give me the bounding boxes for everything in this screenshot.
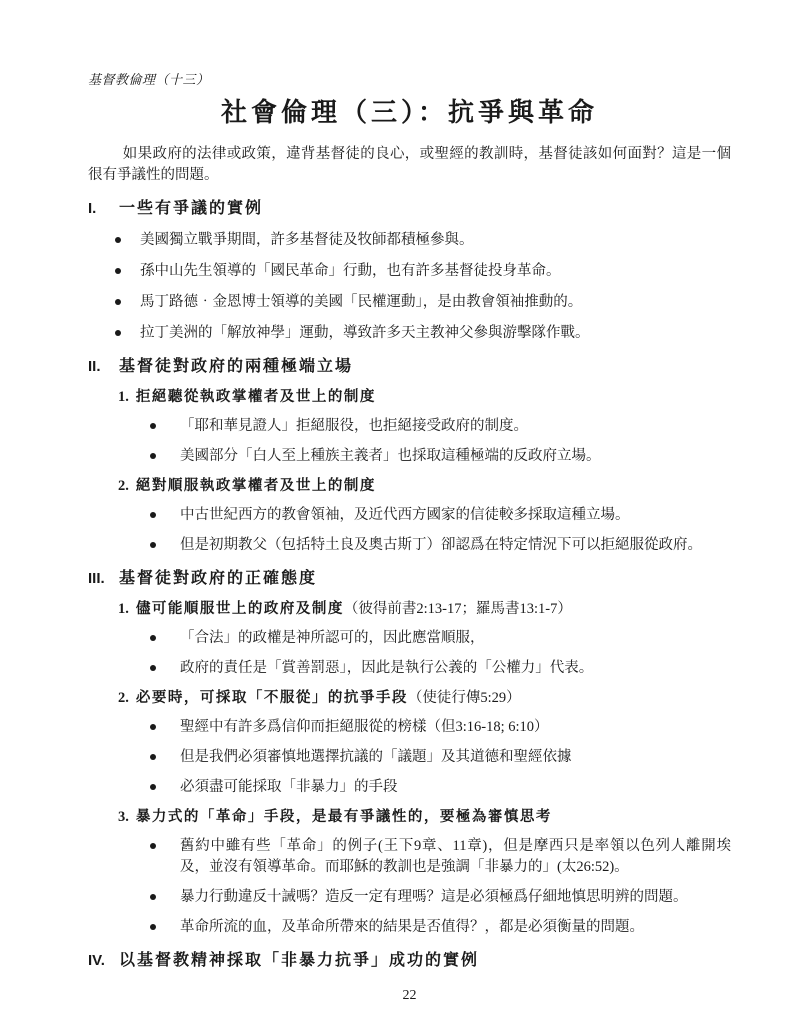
- bullet-icon: [115, 237, 121, 243]
- section-3: [88, 568, 731, 938]
- section-numeral: IV.: [88, 952, 105, 969]
- item-number: 1.: [118, 601, 129, 617]
- section-numeral: I.: [88, 200, 97, 217]
- bullet-icon: [115, 268, 121, 274]
- bullet-item: [88, 323, 731, 344]
- intro-paragraph: 如果政府的法律或政策，違背基督徒的良心，或聖經的教訓時，基督徒該如何面對？這是一個很有爭議性的問題。: [88, 146, 731, 183]
- section-heading: [88, 568, 731, 590]
- page-title: 社會倫理（三）：抗爭與革命: [220, 98, 598, 127]
- item-heading-text: 絕對順服執政掌權者及世上的制度: [135, 478, 376, 494]
- bullet-text: 革命所流的血，及革命所帶來的結果是否值得？，都是必須衡量的問題。: [180, 919, 644, 935]
- section-heading: [88, 198, 731, 220]
- section-heading-text: 基督徒對政府的兩種極端立場: [119, 358, 354, 375]
- bullet-item: [88, 917, 731, 938]
- bullet-icon: [150, 423, 156, 429]
- section-heading: [88, 356, 731, 378]
- bullet-item: [88, 836, 731, 878]
- bullet-text: 美國部分「白人至上種族主義者」也採取這種極端的反政府立場。: [180, 448, 601, 464]
- section-heading-text: 基督徒對政府的正確態度: [119, 570, 318, 587]
- item-heading-text: 儘可能順服世上的政府及制度: [135, 601, 344, 617]
- bullet-text: 聖經中有許多爲信仰而拒絕服從的榜樣（但3:16-18; 6:10）: [180, 719, 549, 735]
- bullet-item: [88, 505, 731, 526]
- numbered-item-heading: [118, 599, 731, 619]
- bullet-item: [88, 628, 731, 649]
- bullet-icon: [150, 784, 156, 790]
- doc-header: 基督教倫理（十三）: [88, 72, 210, 87]
- bullet-text: 「耶和華見證人」拒絕服役，也拒絕接受政府的制度。: [180, 418, 528, 434]
- item-heading-text: 暴力式的「革命」手段，是最有爭議性的，要極為審慎思考: [135, 809, 552, 825]
- item-heading-text: 必要時，可採取「不服從」的抗爭手段: [135, 690, 408, 706]
- bullet-list: [88, 416, 731, 467]
- bullet-item: [88, 292, 731, 313]
- item-heading-note: （使徒行傳5:29）: [407, 690, 521, 706]
- bullet-text: 舊約中雖有些「革命」的例子(王下9章、11章)，但是摩西只是率領以色列人離開埃及，並沒有領導革命。而耶穌的教訓也是強調「非暴力的」(太26:52)。: [180, 838, 731, 875]
- bullet-icon: [150, 635, 156, 641]
- bullet-text: 但是我們必須審慎地選擇抗議的「議題」及其道德和聖經依據: [180, 749, 572, 765]
- bullet-icon: [150, 924, 156, 930]
- section-numeral: III.: [88, 570, 105, 587]
- section-1: [88, 198, 731, 344]
- item-heading-text: 拒絕聽從執政掌權者及世上的制度: [135, 389, 376, 405]
- bullet-icon: [115, 330, 121, 336]
- section-4: [88, 950, 731, 972]
- bullet-text: 馬丁路德‧金恩博士領導的美國「民權運動」，是由教會領袖推動的。: [140, 294, 583, 310]
- bullet-item: [88, 887, 731, 908]
- numbered-item-heading: [118, 688, 731, 708]
- bullet-item: [88, 535, 731, 556]
- bullet-item: [88, 230, 731, 251]
- bullet-icon: [150, 665, 156, 671]
- item-number: 2.: [118, 690, 129, 706]
- bullet-text: 但是初期教父（包括特土良及奧古斯丁）卻認爲在特定情況下可以拒絕服從政府。: [180, 537, 702, 553]
- numbered-item-heading: [118, 387, 731, 407]
- item-number: 3.: [118, 809, 129, 825]
- bullet-item: [88, 747, 731, 768]
- item-number: 2.: [118, 478, 129, 494]
- bullet-item: [88, 777, 731, 798]
- section-2: [88, 356, 731, 556]
- bullet-icon: [150, 512, 156, 518]
- section-numeral: II.: [88, 358, 101, 375]
- bullet-text: 政府的責任是「賞善罰惡」，因此是執行公義的「公權力」代表。: [180, 660, 594, 676]
- bullet-icon: [150, 453, 156, 459]
- bullet-text: 拉丁美洲的「解放神學」運動，導致許多天主教神父參與游擊隊作戰。: [140, 325, 590, 341]
- item-number: 1.: [118, 389, 129, 405]
- bullet-text: 孫中山先生領導的「國民革命」行動，也有許多基督徒投身革命。: [140, 263, 561, 279]
- section-heading: [88, 950, 731, 972]
- bullet-icon: [150, 754, 156, 760]
- bullet-list: [88, 230, 731, 344]
- section-heading-text: 一些有爭議的實例: [119, 200, 264, 217]
- bullet-text: 中古世紀西方的教會領袖，及近代西方國家的信徒較多採取這種立場。: [180, 507, 630, 523]
- bullet-text: 暴力行動違反十誡嗎？造反一定有理嗎？這是必須極爲仔細地慎思明辨的問題。: [180, 889, 688, 905]
- bullet-item: [88, 446, 731, 467]
- bullet-icon: [150, 843, 156, 849]
- bullet-icon: [150, 542, 156, 548]
- bullet-item: [88, 658, 731, 679]
- page-number: 22: [402, 988, 417, 1003]
- bullet-icon: [115, 299, 121, 305]
- bullet-list: [88, 717, 731, 798]
- item-heading-note: （彼得前書2:13-17；羅馬書13:1-7）: [343, 601, 572, 617]
- numbered-item-heading: [118, 807, 731, 827]
- bullet-icon: [150, 724, 156, 730]
- bullet-text: 必須盡可能採取「非暴力」的手段: [180, 779, 398, 795]
- bullet-list: [88, 836, 731, 938]
- bullet-list: [88, 628, 731, 679]
- bullet-item: [88, 416, 731, 437]
- section-heading-text: 以基督教精神採取「非暴力抗爭」成功的實例: [119, 952, 480, 969]
- bullet-list: [88, 505, 731, 556]
- bullet-icon: [150, 894, 156, 900]
- bullet-text: 「合法」的政權是神所認可的，因此應當順服，: [180, 630, 485, 646]
- bullet-text: 美國獨立戰爭期間，許多基督徒及牧師都積極參與。: [140, 232, 474, 248]
- numbered-item-heading: [118, 476, 731, 496]
- bullet-item: [88, 261, 731, 282]
- bullet-item: [88, 717, 731, 738]
